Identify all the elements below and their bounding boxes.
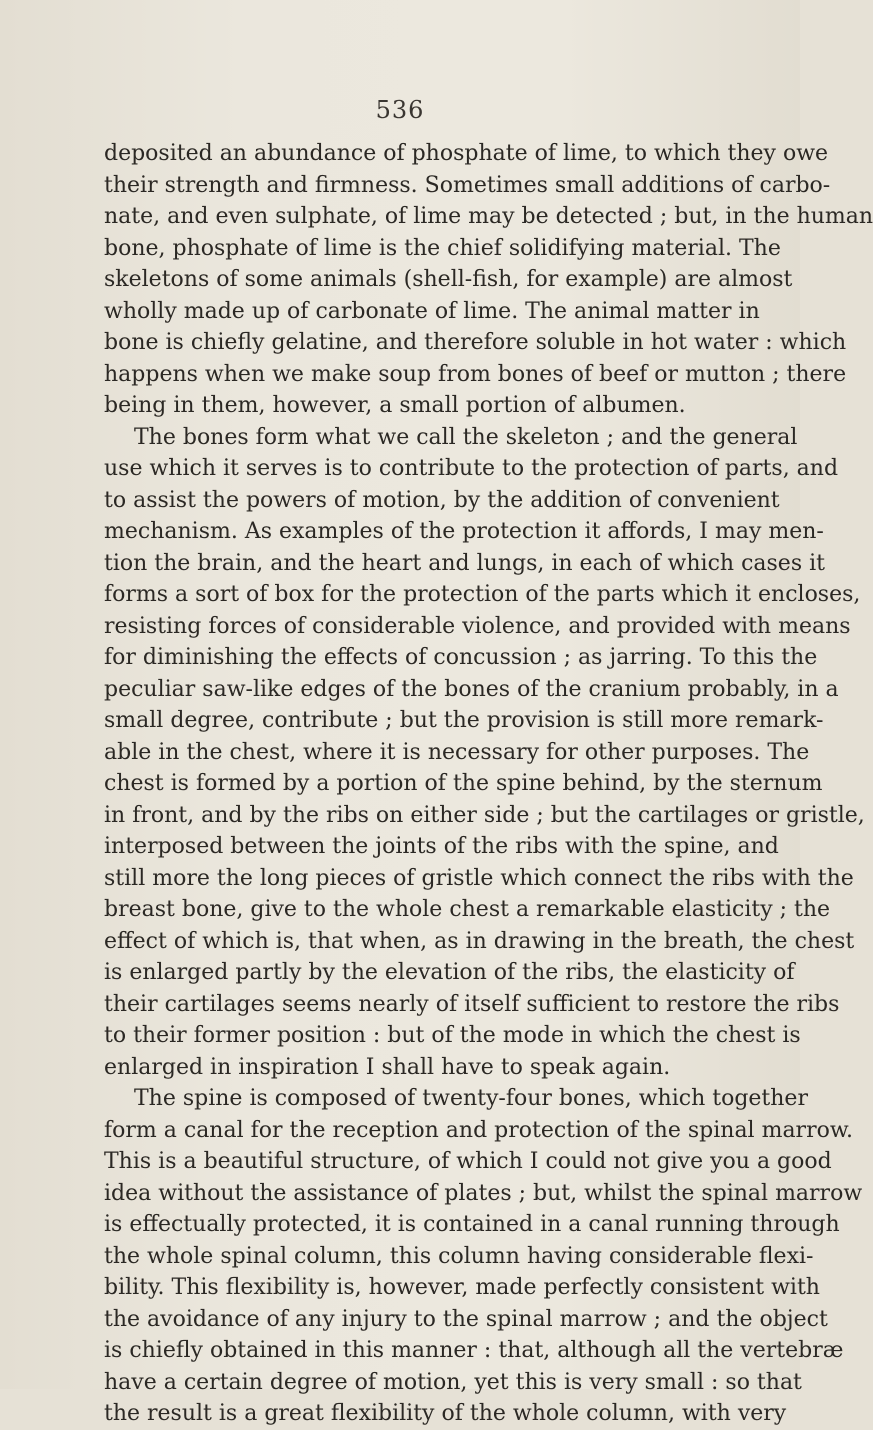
text-line: bone is chiefly gelatine, and therefore soluble in hot water : which [104,330,847,355]
text-line: to their former position : but of the mode in which the chest is [104,1023,801,1048]
text-line: use which it serves is to contribute to the protection of parts, and [104,456,839,481]
text-line: happens when we make soup from bones of beef or mutton ; there [104,361,847,387]
text-line: being in them, however, a small portion of albumen. [104,393,686,418]
text-line: is enlarged partly by the elevation of the ribs, the elasticity of [104,960,795,985]
text-line: for diminishing the effects of concussion ; as jarring. To this the [104,645,818,670]
text-line: bility. This flexibility is, however, made perfectly consistent with [104,1275,820,1300]
text-line: form a canal for the reception and protection of the spinal marrow. [104,1117,854,1143]
text-line: their strength and firmness. Sometimes small additions of carbo- [104,172,831,198]
text-line: tion the brain, and the heart and lungs, in each of which cases it [104,550,825,576]
text-line: is chiefly obtained in this manner : that, although all the vertebræ [104,1338,844,1363]
text-line: resisting forces of considerable violence, and provided with means [104,613,851,639]
text-line: deposited an abundance of phosphate of lime, to which they owe [104,141,829,166]
body-text [104,138,873,1430]
text-line: idea without the assistance of plates ; but, whilst the spinal marrow [104,1180,863,1206]
text-line: peculiar saw-like edges of the bones of the cranium probably, in a [104,676,839,702]
text-line: in front, and by the ribs on either side ; but the cartilages or gristle, [104,802,865,828]
text-line: enlarged in inspiration I shall have to speak again. [104,1054,671,1080]
text-line: interposed between the joints of the ribs with the spine, and [104,834,779,859]
text-line: effect of which is, that when, as in drawing in the breath, the chest [104,928,855,954]
text-line: to assist the powers of motion, by the addition of convenient [104,487,780,513]
text-line: able in the chest, where it is necessary for other purposes. The [104,739,810,765]
text-line: nate, and even sulphate, of lime may be detected ; but, in the human [104,204,873,229]
text-line: breast bone, give to the whole chest a remarkable elasticity ; the [104,897,831,922]
page-number: 536 [375,96,425,124]
text-line: their cartilages seems nearly of itself sufficient to restore the ribs [104,991,840,1017]
text-line: have a certain degree of motion, yet this is very small : so that [104,1369,802,1395]
text-line: the result is a great flexibility of the whole column, with very [104,1401,787,1426]
text-line: skeletons of some animals (shell-fish, for example) are almost [104,267,793,292]
text-line: small degree, contribute ; but the provision is still more remark- [104,708,824,733]
text-line: This is a beautiful structure, of which I could not give you a good [104,1149,832,1174]
text-line: the avoidance of any injury to the spinal marrow ; and the object [104,1306,828,1332]
text-line: chest is formed by a portion of the spine behind, by the sternum [104,771,823,796]
text-line: The spine is composed of twenty-four bones, which together [134,1086,808,1111]
text-line: mechanism. As examples of the protection it affords, I may men- [104,519,824,544]
text-line: forms a sort of box for the protection of the parts which it encloses, [104,582,861,607]
text-line: still more the long pieces of gristle which connect the ribs with the [104,865,854,891]
text-line: The bones form what we call the skeleton ; and the general [134,424,798,450]
text-line: bone, phosphate of lime is the chief solidifying material. The [104,235,781,261]
text-line: wholly made up of carbonate of lime. The animal matter in [104,298,760,324]
text-line: is effectually protected, it is contained in a canal running through [104,1212,840,1237]
text-line: the whole spinal column, this column having considerable flexi- [104,1243,814,1269]
